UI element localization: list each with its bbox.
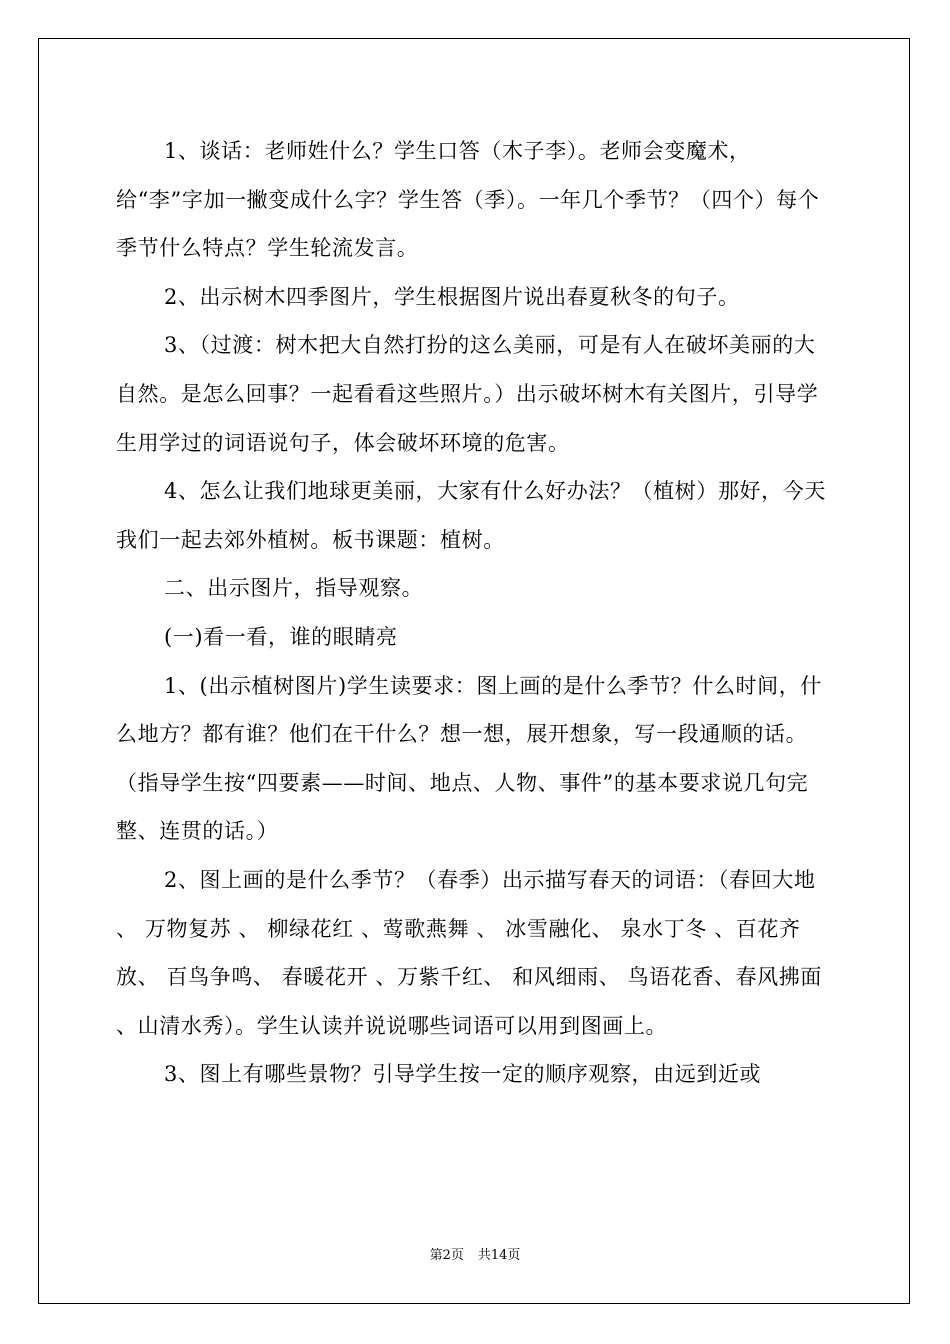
subsection-heading: (一)看一看，谁的眼睛亮 <box>164 624 398 649</box>
paragraph-6: 2、图上画的是什么季节？（春季）出示描写春天的词语：（春回大地 、 万物复苏 、 柳绿花红 、莺歌燕舞 、 冰雪融化、 泉水丁冬 、百花齐放、 百鸟争鸣、 春暖花开 、万紫千红、 和风细雨、 鸟语花香、春风拂面 、山清水秀）。学生认读并说说哪些词语可以用到图画上。 <box>116 867 822 1038</box>
paragraph-3: 3、（过渡：树木把大自然打扮的这么美丽，可是有人在破坏美丽的大自然。是怎么回事？一起看看这些照片。）出示破坏树木有关图片，引导学生用学过的词语说句子，体会破坏环境的危害。 <box>116 333 819 455</box>
page-number: 第2页 <box>429 1248 464 1263</box>
page-total: 共14页 <box>477 1248 521 1263</box>
paragraph-5: 1、(出示植树图片)学生读要求：图上画的是什么季节？什么时间，什么地方？都有谁？他们在干什么？想一想，展开想象，写一段通顺的话。（指导学生按“四要素——时间、地点、人物、事件”的基本要求说几句完整、连贯的话。） <box>116 673 822 844</box>
section-heading: 二、出示图片，指导观察。 <box>164 576 424 601</box>
document-body <box>116 127 836 1099</box>
paragraph-2: 2、出示树木四季图片，学生根据图片说出春夏秋冬的句子。 <box>164 284 740 309</box>
paragraph-4: 4、怎么让我们地球更美丽，大家有什么好办法？（植树）那好，今天我们一起去郊外植树。板书课题：植树。 <box>116 479 826 552</box>
paragraph-7: 3、图上有哪些景物？引导学生按一定的顺序观察，由远到近或 <box>164 1062 762 1087</box>
paragraph-1: 1、谈话：老师姓什么？学生口答（木子李）。老师会变魔术，给“李”字加一撇变成什么字？学生答（季）。一年几个季节？（四个）每个季节什么特点？学生轮流发言。 <box>116 139 820 261</box>
page-footer <box>0 1248 950 1264</box>
